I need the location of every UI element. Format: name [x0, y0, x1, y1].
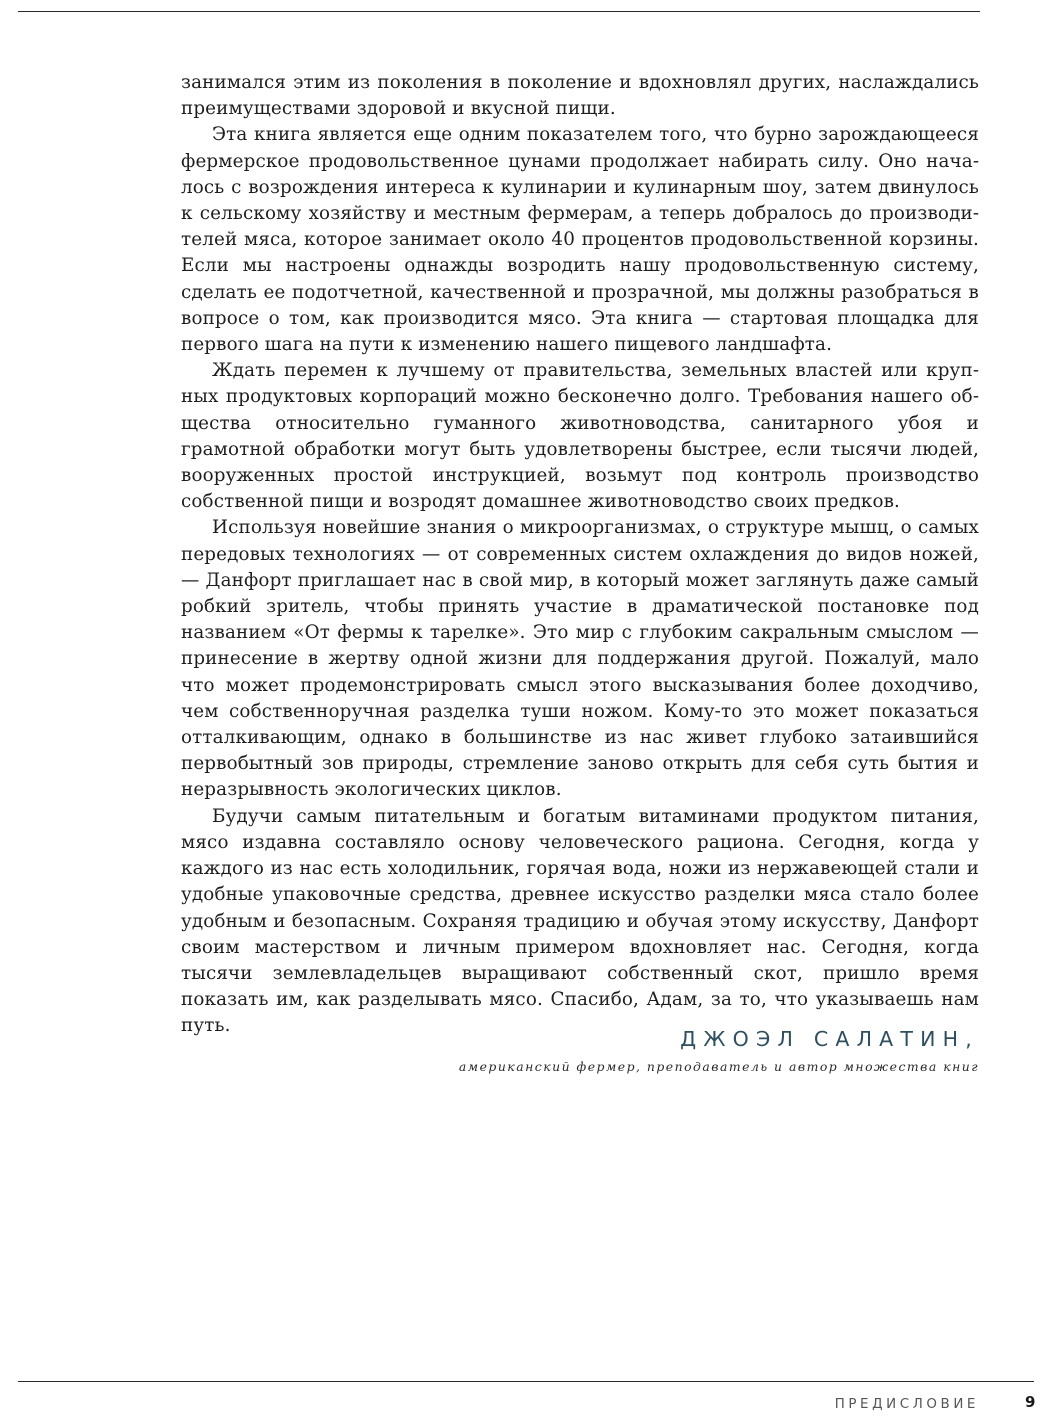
footer-rule [18, 1381, 1034, 1382]
paragraph-5: Будучи самым питательным и богатым витаминами продуктом питания, мясо издавна составляло основу человеческого рациона. Сегодня, когда у каждого из нас есть холодильник, горячая вода, ножи из нержавеющей стали и удобные упаковочные средства, древнее искусство разделки мяса стало более удобным и безопасным. Сохраняя традицию и обучая этому искусству, Данфорт своим мастерством и личным примером вдохновляет нас. Сегодня, когда тысячи землевладельцев выращивают собственный скот, пришло время показать им, как разделывать мясо. Спасибо, Адам, за то, что указываешь нам путь. [181, 805, 979, 1037]
foreword-body [181, 70, 979, 1040]
author-role: американский фермер, преподаватель и автор множества книг [458, 1059, 979, 1074]
paragraph-4: Используя новейшие знания о микроорганизмах, о структуре мышц, о самых передовых технологиях — от современных систем охлаждения до видов ножей, — Данфорт приглашает нас в свой мир, в который может заглянуть даже самый робкий зритель, чтобы принять участие в драматической постановке под названием «От фермы к тарелке». Это мир с глубоким сакральным смыслом — принесение в жертву одной жизни для поддержания другой. Пожалуй, мало что может продемонстрировать смысл этого высказывания более доходчиво, чем собственноручная разделка туши ножом. Кому-то это может показаться отталкивающим, однако в большинстве из нас живет глубоко затаившийся первобытный зов природы, стремление заново открыть для себя суть бытия и неразрывность экологических циклов. [181, 517, 979, 801]
paragraph-2: Эта книга является еще одним показателем того, что бурно зарождающееся фермерское продовольственное цунами продолжает набирать силу. Оно началось с возрождения интереса к кулинарии и кулинарным шоу, затем двинулось к сельскому хозяйству и местным фермерам, а теперь добралось до производителей мяса, которое занимает около 40 процентов продовольственной корзины. Если мы настроены однажды возродить нашу продовольственную систему, сделать ее подотчетной, качественной и прозрачной, мы должны разобраться в вопросе о том, как производится мясо. Эта книга — стартовая площадка для первого шага на пути к изменению нашего пищевого ландшафта. [181, 124, 979, 356]
paragraph-1: занимался этим из поколения в поколение и вдохновлял других, наслаждались преимуществами здоровой и вкусной пищи. [181, 72, 979, 120]
page-number: 9 [1025, 1393, 1036, 1411]
footer-section-title: ПРЕДИСЛОВИЕ [834, 1397, 979, 1412]
header-rule [18, 11, 980, 12]
author-name: ДЖОЭЛ САЛАТИН, [680, 1027, 979, 1051]
paragraph-3: Ждать перемен к лучшему от правительства, земельных властей или крупных продуктовых корпораций можно бесконечно долго. Требования нашего общества относительно гуманного животноводства, санитарного убоя и грамотной обработки могут быть удовлетворены быстрее, если тысячи людей, вооруженных простой инструкцией, возьмут под контроль производство собственной пищи и возродят домашнее животноводство своих предков. [181, 360, 979, 513]
